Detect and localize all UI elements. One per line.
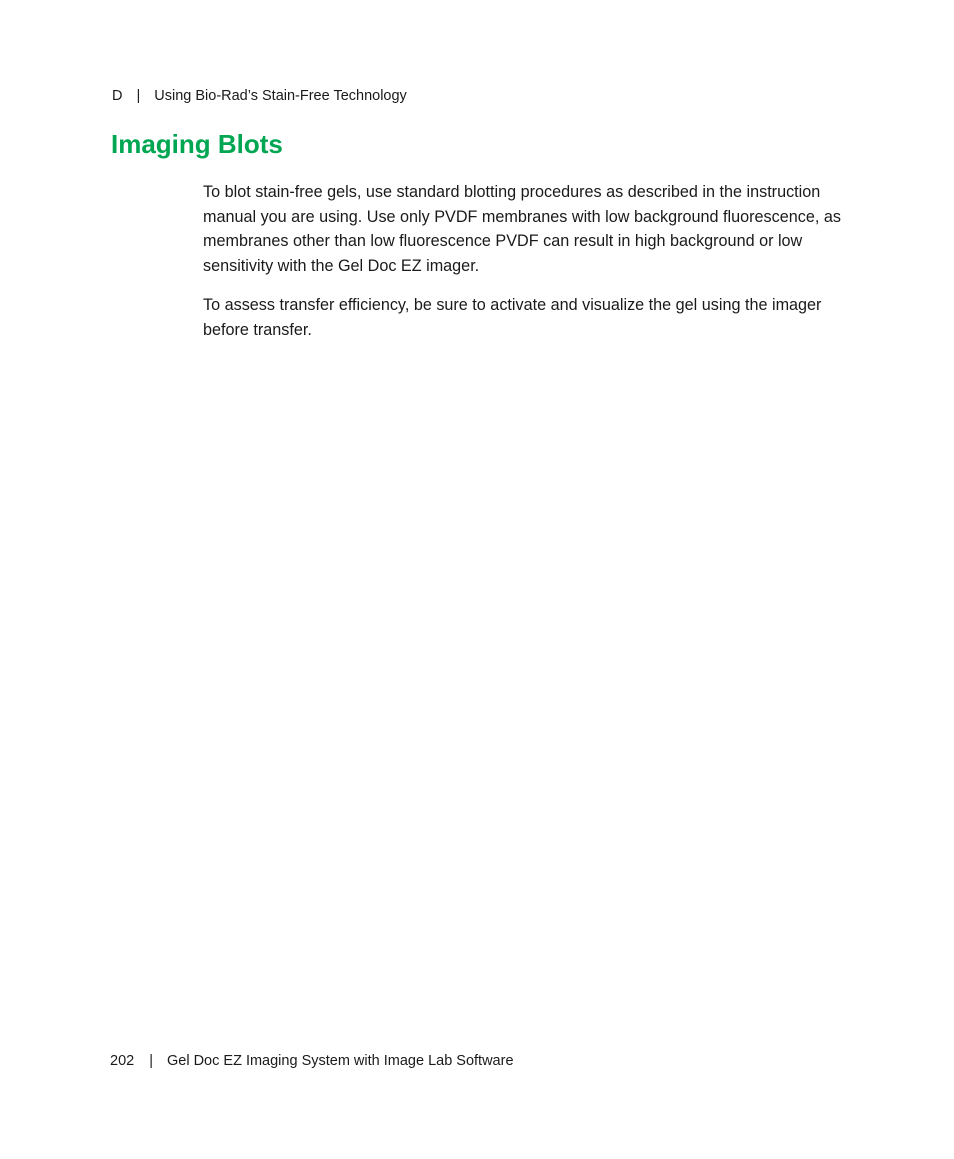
page-number: 202 [110, 1053, 135, 1069]
chapter-letter: D [112, 88, 123, 104]
running-header [112, 87, 407, 105]
book-title: Gel Doc EZ Imaging System with Image Lab Software [166, 1053, 514, 1069]
page-footer [110, 1052, 514, 1070]
section-title: Imaging Blots [111, 129, 283, 159]
chapter-title: Using Bio-Rad’s Stain-Free Technology [154, 88, 407, 104]
paragraph: To assess transfer efficiency, be sure to activate and visualize the gel using the imager before transfer. [203, 296, 822, 339]
paragraph: To blot stain-free gels, use standard blotting procedures as described in the instruction manual you are using. Use only PVDF membranes with low background fluorescence, as membranes other than low fluorescence PVDF can result in high background or low sensitivity with the Gel Doc EZ imager. [203, 183, 841, 275]
header-separator: | [136, 88, 141, 104]
body-text [203, 180, 843, 358]
footer-separator: | [149, 1053, 153, 1069]
